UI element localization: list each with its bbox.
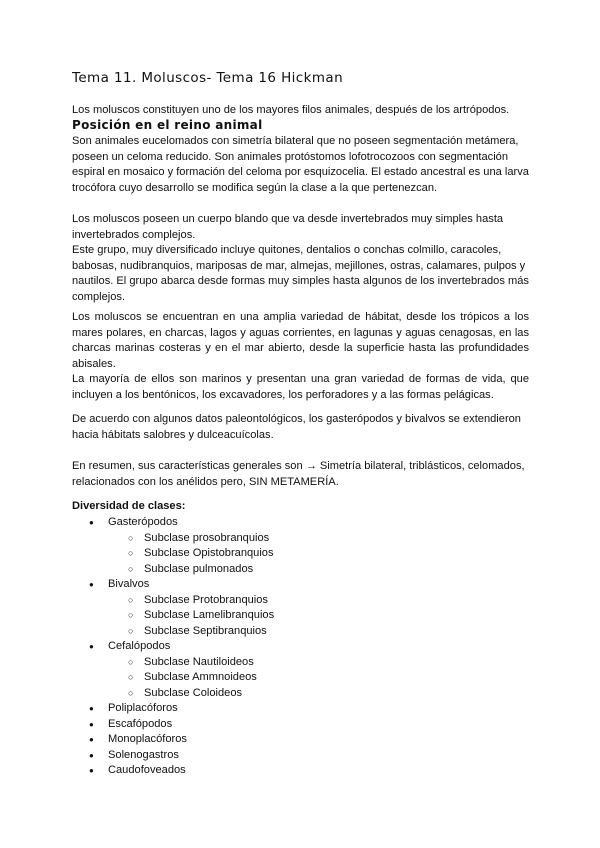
intro-paragraph: Los moluscos constituyen uno de los mayores filos animales, después de los artrópodos.: [72, 104, 510, 116]
paragraph-diversity-examples: Este grupo, muy diversificado incluye quitones, dentalios o conchas colmillo, caracoles, babosas, nudibranquios, mariposas de mar, almejas, mejillones, ostras, calamares, pulpos y nautilos. El grupo abarca desde formas muy simples hasta algunos de los invertebrados más complejos.: [72, 244, 529, 303]
subclass-item: ○ Subclase Ammnoideos: [108, 670, 274, 686]
paragraph-position: Son animales eucelomados con simetría bilateral que no poseen segmentación metámera, poseen un celoma reducido. Son animales protóstomos lofotrocozoos con segmentación espiral en mosaico y formación del celoma por esquizocelia. El estado ancestral es una larva trocófora cuyo desarrollo se modifica según la clase a la que pertenezcan.: [72, 135, 529, 194]
section-heading: Posición en el reino animal: [72, 118, 263, 132]
page-title: Tema 11. Moluscos- Tema 16 Hickman: [72, 70, 344, 86]
paragraph-summary: En resumen, sus características generales son → Simetría bilateral, triblásticos, celomados, relacionados con los anélidos pero, SIN METAMERÍA.: [72, 460, 525, 488]
class-name: Cefalópodos: [108, 640, 171, 652]
class-item: [72, 515, 274, 577]
subclass-item: ○ Subclase pulmonados: [108, 562, 274, 578]
subclass-item: ○ Subclase Protobranquios: [108, 593, 274, 609]
subclass-item: ○ Subclase Nautiloideos: [108, 655, 274, 671]
paragraph-habitat-range: Los moluscos se encuentran en una amplia variedad de hábitat, desde los trópicos a los mares polares, en charcas, lagos y aguas corrientes, en lagunas y aguas cenagosas, en las charcas marinas costeras y en el mar abierto, desde la superficie hasta las profundidades abisales.: [72, 311, 529, 370]
paragraph-body: [72, 212, 529, 305]
subclass-item: ○ Subclase prosobranquios: [108, 531, 274, 547]
subclass-item: ○ Subclase Septibranquios: [108, 624, 274, 640]
class-list: [72, 515, 274, 779]
subclass-list: [108, 593, 274, 640]
class-item: ● Solenogastros: [72, 748, 274, 764]
paragraph-habitat: [72, 310, 529, 403]
class-item: ● Escafópodos: [72, 717, 274, 733]
paragraph-paleontology: De acuerdo con algunos datos paleontológicos, los gasterópodos y bivalvos se extendieron hacia hábitats salobres y dulceacuícolas.: [72, 413, 521, 441]
diversity-heading: Diversidad de clases:: [72, 500, 186, 512]
class-item: [72, 577, 274, 639]
paragraph-body-intro: Los moluscos poseen un cuerpo blando que va desde invertebrados muy simples hasta invertebrados complejos.: [72, 213, 504, 241]
subclass-item: ○ Subclase Lamelibranquios: [108, 608, 274, 624]
subclass-item: ○ Subclase Coloideos: [108, 686, 274, 702]
subclass-list: [108, 655, 274, 702]
class-name: Bivalvos: [108, 578, 150, 590]
subclass-list: [108, 531, 274, 578]
class-item: ● Monoplacóforos: [72, 732, 274, 748]
paragraph-habitat-forms: La mayoría de ellos son marinos y presentan una gran variedad de formas de vida, que incluyen a los bentónicos, los excavadores, los perforadores y a las formas pelágicas.: [72, 373, 529, 401]
class-item: ● Caudofoveados: [72, 763, 274, 779]
class-item: [72, 639, 274, 701]
subclass-item: ○ Subclase Opistobranquios: [108, 546, 274, 562]
class-item: ● Poliplacóforos: [72, 701, 274, 717]
class-name: Gasterópodos: [108, 516, 178, 528]
